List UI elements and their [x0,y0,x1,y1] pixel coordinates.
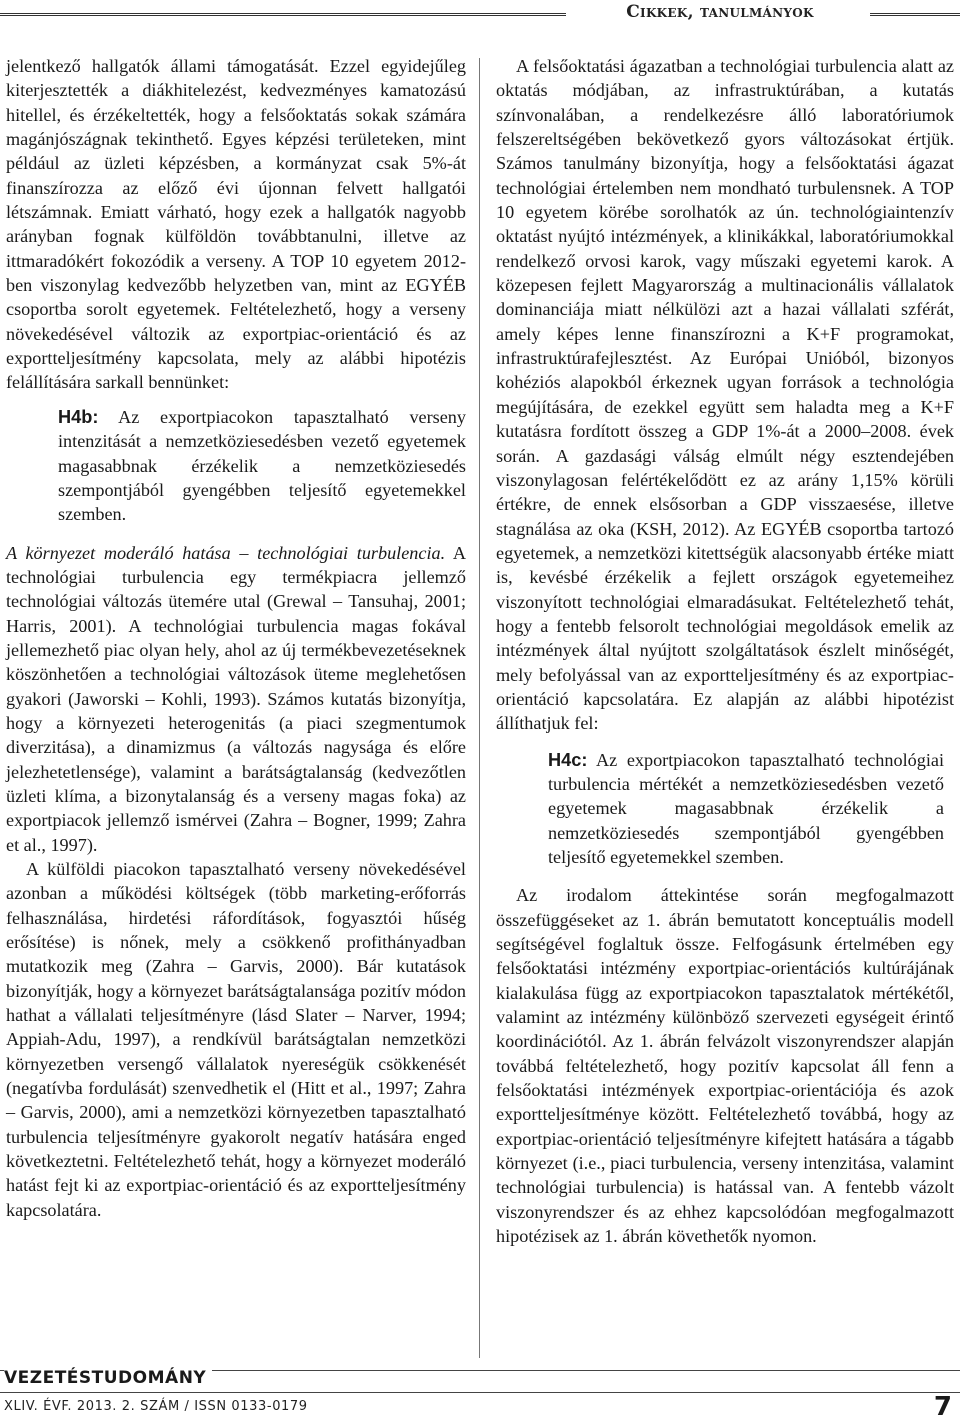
footer-rule-bottom [0,1392,960,1393]
hypothesis-h4c [548,748,944,870]
left-paragraph-1: jelentkező hallgatók állami támogatását. Ezzel egyidejűleg kiterjesztették a diákhitelezést, kedvezményes kamatozású hitellel, és érzékeltették, hogy a felsőoktatás sokak számára magánjószágnak tekinthető. Egyes képzési területeken, mint például az üzleti képzésben, a kormányzat csak 5%-át finanszírozza az előző évi újonnan felvett hallgatói létszámnak. Emiatt várható, hogy ezek a hallgatók nagyobb arányban fognak külföldön továbbtanulni, illetve az ittmaradókért fokozódik a verseny. A TOP 10 egyetem 2012-ben viszonylag kedvezőbb helyzetben van, mint az EGYÉB csoportba sorolt egyetemek. Feltételezhető, hogy a verseny növekedésével változik az exportpiac-orientáció és az exportteljesítmény kapcsolata, mely az alábbi hipotézis felállítására sarkall bennünket: [6,56,466,393]
hypothesis-h4c-text: Az exportpiacokon tapasztalható technológiai turbulencia mértékét a nemzetköziesedésben vezető egyetemek magasabbnak érzékelik a nemzetköziesedés szempontjából gyengébben teljesítő egyetemekkel szemben. [548,749,944,867]
hypothesis-h4b-label: H4b: [58,406,99,427]
left-column [6,54,466,1222]
hypothesis-h4b [58,405,466,527]
lead-title-turbulence: A környezet moderáló hatása – technológiai turbulencia. [6,542,446,563]
hypothesis-h4c-label: H4c: [548,749,588,770]
left-paragraph-2 [6,541,466,857]
section-title: Cikkek, tanulmányok [626,2,814,22]
page-number: 7 [933,1392,952,1422]
right-column [496,54,954,1249]
journal-title: VEZETÉSTUDOMÁNY [4,1368,212,1388]
hypothesis-h4b-text: Az exportpiacokon tapasztalható verseny intenzitását a nemzetköziesedésben vezető egyetemek magasabbnak érzékelik a nemzetköziesedés szempontjából gyengébben teljesítő egyetemekkel szemben. [58,406,466,525]
left-paragraph-2-text: A technológiai turbulencia egy termékpiacra jellemző technológiai változás ütemére utal (Grewal – Tansuhaj, 2001; Harris, 2001). A technológiai turbulencia magas fokával jellemezhető piac olyan hely, ahol az új termékbevezetéseknek köszönhetően a technológiai változások üteme meglehetősen gyakori (Jaworski – Kohli, 1993). Számos kutatás bizonyítja, hogy a környezeti heterogenitás (a piaci szegmentumok diverzitása), a dinamizmus (a változás nagysága és előre jelezhetetlensége), valamint a barátságtalanság (kedvezőtlen üzleti klíma, a bizonytalanság és a verseny magas foka) az exportpiacok jellemző ismérvei (Zahra – Bogner, 1999; Zahra et al., 1997). [6,542,466,855]
issue-info: XLIV. ÉVF. 2013. 2. SZÁM / ISSN 0133-0179 [4,1399,308,1414]
header-rule-left [0,13,566,16]
left-paragraph-3: A külföldi piacokon tapasztalható verseny növekedésével azonban a működési költségek (több marketing-erőforrás felhasználása, hirdetési ráfordítások, fogyasztói hűség erősítése) is nőnek, mely a csökkenő profithányadban mutatkozik meg (Zahra – Garvis, 2000). Bár kutatások bizonyítják, hogy a környezet barátságtalansága pozitív módon hathat a vállalati teljesítményre (lásd Slater – Narver, 1994; Appiah-Adu, 1997), a rendkívül barátságtalan nemzetközi környezetben versengő vállalatok nyereségük csökkenését (negatívba fordulását) szenvedhetik el (Hitt et al., 1997; Zahra – Garvis, 2000), ami a nemzetközi környezetben tapasztalható turbulencia teljesítményre gyakorolt negatív hatására enged következtetni. Feltételezhető tehát, hogy a környezet moderáló hatást fejt ki az exportpiac-orientáció és az exportteljesítmény kapcsolatára. [6,859,466,1220]
header-rule-right [870,13,960,16]
right-paragraph-1: A felsőoktatási ágazatban a technológiai turbulencia alatt az oktatás módjában, az infrastruktúrában, a kutatás színvonalában, a rendelkezésre álló laboratóriumok felszereltségében bekövetkező gyors változásokat értjük. Számos tanulmány bizonyítja, hogy a felsőoktatási ágazat technológiai értelemben nem mondható turbulensnek. A TOP 10 egyetem körébe sorolhatók az ún. technológiaintenzív oktatást nyújtó intézmények, a klinikákkal, laboratóriumokkal rendelkező orvosi karok, vagy műszaki egyetemi karok. A közepesen fejlett Magyarország a multinacionális vállalatok dominanciája miatt nélkülözi azt a hazai vállalati szférát, amely képes lenne finanszírozni a K+F programokat, infrastruktúrafejlesztést. Az Európai Unióból, bizonyos kohéziós alapokból érkeznek ugyan források a technológia megújítására, de ezekkel együtt sem haladta meg a K+F kutatásra fordított összeg a GDP 1%-át a 2000–2008. évek során. A gazdasági válság elmúlt négy esztendejében viszonylagosan felértékelődött ez az arány 1,15% körüli értékre, de ennek elsősorban a GDP visszaesése, illetve stagnálása az oka (KSH, 2012). Az EGYÉB csoportba tartozó egyetemek, a nemzetközi kitettségük alacsonyabb értéke miatt is, kevésbé érzékelik a fejlett országok egyetemeihez viszonyított technológiai elmaradásukat. Feltételezhető tehát, hogy a fentebb felsorolt technológiai megoldások emelik az intézmények által nyújtott szolgáltatások észlelt minőségét, mely befolyással van az exportteljesítmény és az exportpiac-orientáció kapcsolatára. Ez alapján az alábbi hipotézist állíthatjuk fel: [496,56,954,734]
right-paragraph-2: Az irodalom áttekintése során megfogalmazott összefüggéseket az 1. ábrán bemutatott konceptuális modell segítségével foglaltuk össze. Felfogásunk értelmében egy felsőoktatási intézmény exportpiac-orientációs kultúrájának kialakulása függ az exportpiacokon tapasztalatok mértékétől, valamint az intézmény különböző szervezeti egységeit érintő koordinációtól. Az 1. ábrán felvázolt viszonyrendszer alapján továbbá feltételezhető, hogy pozitív kapcsolat áll fenn a felsőoktatási intézmények exportpiac-orientációja és azok exportteljesítménye között. Feltételezhető továbbá, hogy az exportpiac-orientáció teljesítményre kifejtett hatására a tágabb környezet (i.e., piaci turbulencia, verseny intenzitása, valamint technológiai turbulencia) is hatással van. A fentebb vázolt viszonyrendszer és az ehhez kapcsolódóan megfogalmazott hipotézisek az 1. ábrán követhetők nyomon. [496,885,954,1247]
column-divider [479,58,480,1358]
